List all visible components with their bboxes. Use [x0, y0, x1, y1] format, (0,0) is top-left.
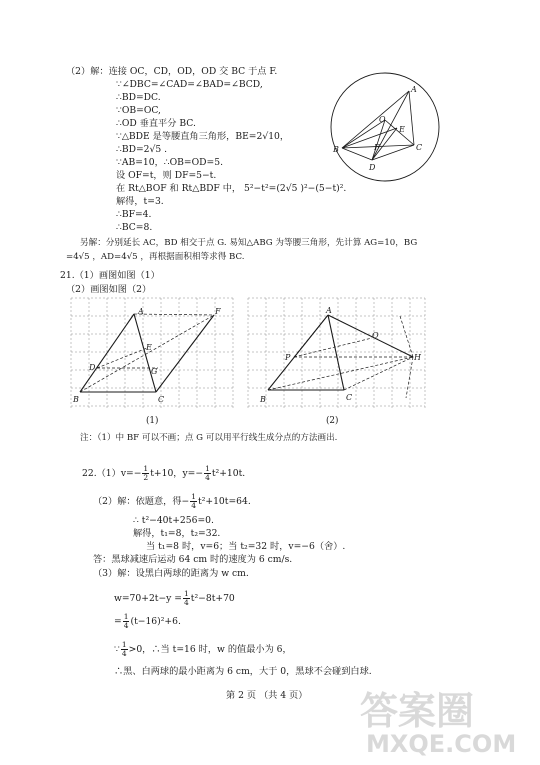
q22-line: 解得，t₁=8，t₂=32.: [133, 528, 221, 539]
point-label: A: [326, 306, 332, 315]
q22-line: ∴ t²−40t+256=0.: [133, 515, 214, 526]
q20-line: ∵△BDE 是等腰直角三角形，BE=2√10，: [116, 131, 290, 142]
watermark-url: MXQE.COM: [366, 730, 517, 758]
point-label: C: [416, 143, 423, 152]
point-label: D: [89, 363, 96, 372]
q20-line: 在 Rt△BOF 和 Rt△BDF 中， 5²−t²=(2√5 )²−(5−t)².: [116, 183, 347, 194]
point-label: E: [399, 125, 405, 134]
point-label: F: [374, 143, 380, 152]
point-label: D: [369, 163, 376, 172]
q20-alt-solution: 另解：分别延长 AC，BD 相交于点 G. 易知△ABG 为等腰三角形，先计算 AG=10，BG: [80, 238, 418, 248]
q20-line: （2）解：连接 OC，CD，OD，OD 交 BC 于点 F.: [66, 66, 278, 77]
q22-line: w=70+2t−y = $\frac{1}{4}$ t²−8t+70: [114, 589, 235, 607]
q20-line: ∴BF=4.: [116, 209, 152, 220]
q22-line: ∵ $\frac{1}{4}$ >0，∴当 t=16 时，w 的值最小为 6，: [114, 640, 292, 658]
figure-caption: (1): [146, 416, 159, 426]
q22-line: 当 t₁=8 时，v=6；当 t₂=32 时，v=−6（舍）.: [146, 541, 346, 552]
q22-line: 22.（1）v=− $\frac{1}{2}$ t+10，y=− $\frac{1}{4}$ t²+10t.: [82, 464, 246, 482]
page-footer: 第 2 页 （共 4 页）: [226, 690, 308, 701]
q20-alt-solution: =4√5 ，AD=4√5 ，再根据面积相等求得 BC.: [66, 252, 245, 262]
point-label: O: [379, 115, 386, 124]
figure-caption: (2): [326, 416, 339, 426]
point-label: B: [260, 395, 266, 404]
point-label: E: [146, 343, 152, 352]
q22-line: = $\frac{1}{4}$ (t−16)²+6.: [114, 612, 181, 630]
q21-note: 注：（1）中 BF 可以不画；点 G 可以用平行线生成分点的方法画出.: [80, 433, 338, 443]
q22-line: ∴黑、白两球的最小距离为 6 cm，大于 0，黑球不会碰到白球.: [114, 666, 372, 677]
point-label: B: [73, 395, 79, 404]
q20-line: ∵∠DBC=∠CAD=∠BAD=∠BCD,: [116, 79, 263, 90]
q22-line: （3）解：设黑白两球的距离为 w cm.: [93, 568, 249, 579]
point-label: F: [215, 307, 221, 316]
point-label: A: [138, 307, 144, 316]
point-label: G: [151, 367, 158, 376]
q20-line: ∴BC=8.: [116, 222, 153, 233]
point-label: B: [333, 145, 339, 154]
point-label: C: [346, 393, 353, 402]
q22-line: （2）解：依题意，得− $\frac{1}{4}$ t²+10t=64.: [93, 492, 251, 510]
point-label: A: [411, 85, 417, 94]
point-label: C: [158, 395, 165, 404]
q20-line: 解得，t=3.: [116, 196, 164, 207]
point-label: P: [285, 353, 291, 362]
q21-line: （2）画图如图（2）: [66, 284, 152, 295]
q20-line: ∵OB=OC,: [116, 105, 161, 116]
q20-line: ∵AB=10，∴OB=OD=5.: [116, 157, 223, 168]
point-label: H: [414, 353, 421, 362]
q20-line: ∴BD=2√5 .: [116, 144, 168, 155]
watermark-logo: 答案圈: [360, 689, 475, 733]
q20-line: ∴OD 垂直平分 BC.: [116, 118, 196, 129]
q21-line: 21.（1）画图如图（1）: [60, 270, 160, 281]
q20-line: ∴BD=DC.: [116, 92, 161, 103]
q20-line: 设 OF=t，则 DF=5−t.: [116, 170, 217, 181]
point-label: Q: [372, 331, 379, 340]
q22-line: 答：黑球减速后运动 64 cm 时的速度为 6 cm/s.: [93, 554, 293, 565]
